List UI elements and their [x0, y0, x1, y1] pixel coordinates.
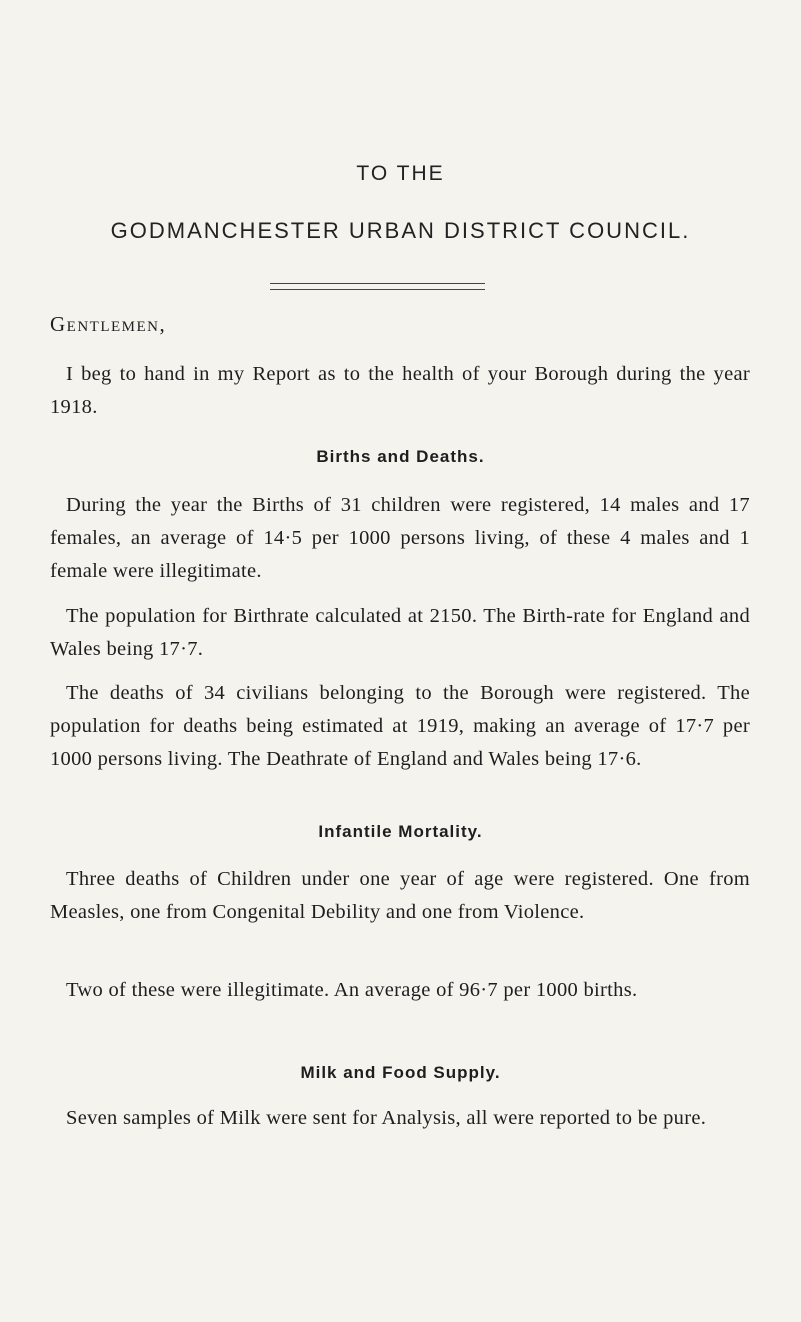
deaths-paragraph	[50, 677, 750, 776]
births-paragraph-1	[50, 489, 750, 588]
milk-paragraph	[50, 1102, 750, 1135]
double-rule-divider	[270, 283, 485, 290]
births-paragraph-2	[50, 600, 750, 666]
infantile-paragraph-1	[50, 863, 750, 929]
infantile-paragraph-1-text: Three deaths of Children under one year of age were registered. One from Measles, one from Congenital Debility and one from Violence.	[50, 868, 750, 923]
council-title: GODMANCHESTER URBAN DISTRICT COUNCIL.	[110, 218, 691, 243]
intro-text: I beg to hand in my Report as to the health of your Borough during the year 1918.	[50, 363, 750, 418]
heading-births-deaths: Births and Deaths.	[316, 447, 485, 466]
title-to: TO THE	[356, 162, 445, 185]
heading-milk-food-supply: Milk and Food Supply.	[300, 1063, 501, 1082]
deaths-paragraph-text: The deaths of 34 civilians belonging to the Borough were registered. The population for deaths being estimated at 1919, making an average of 17·7 per 1000 persons living. The Deathrate of England and Wales being 17·6.	[50, 682, 750, 770]
salutation: Gentlemen,	[50, 312, 167, 336]
infantile-paragraph-2	[50, 974, 750, 1007]
intro-paragraph	[50, 358, 750, 424]
heading-infantile-mortality: Infantile Mortality.	[318, 822, 483, 841]
milk-paragraph-text: Seven samples of Milk were sent for Analysis, all were reported to be pure.	[66, 1107, 707, 1129]
infantile-paragraph-2-text: Two of these were illegitimate. An average of 96·7 per 1000 births.	[66, 979, 638, 1001]
births-paragraph-2-text: The population for Birthrate calculated at 2150. The Birth-rate for England and Wales being 17·7.	[50, 605, 750, 660]
births-paragraph-1-text: During the year the Births of 31 children were registered, 14 males and 17 females, an average of 14·5 per 1000 persons living, of these 4 males and 1 female were illegitimate.	[50, 494, 750, 582]
